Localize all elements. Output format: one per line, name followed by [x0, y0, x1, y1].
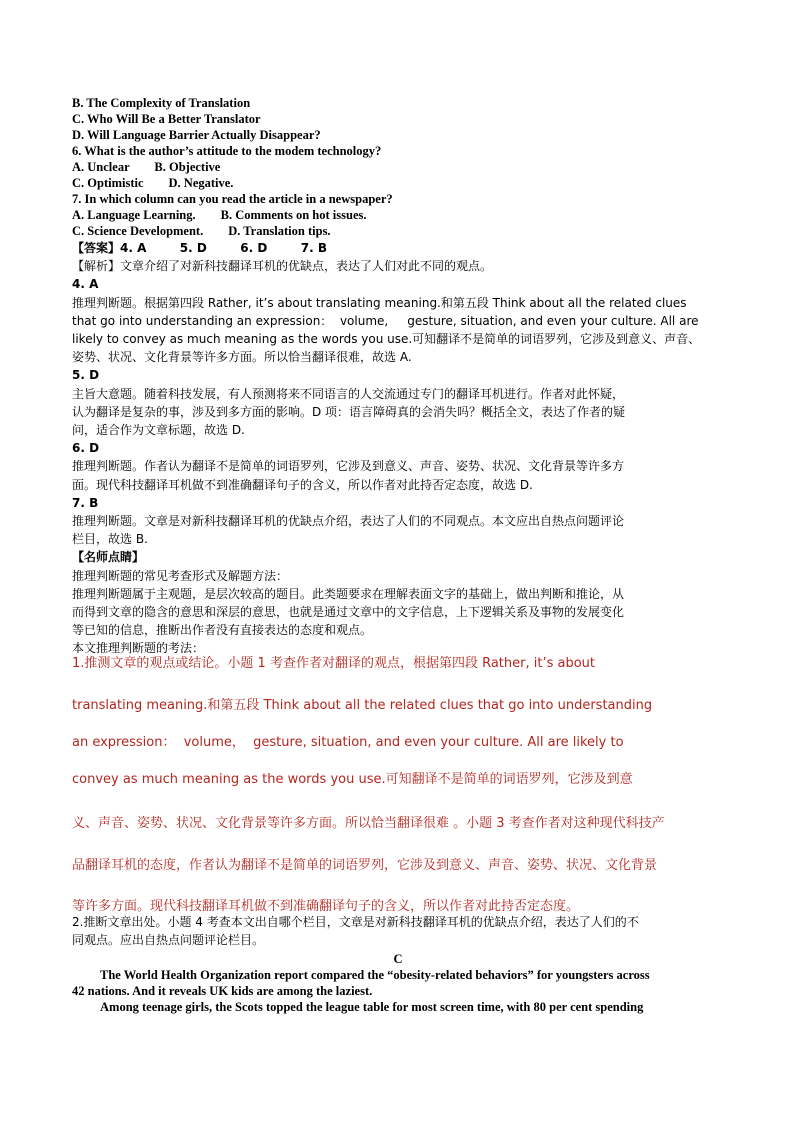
answer-4-line: that go into understanding an expression： volume, gesture, situation, and even your culture. All are — [72, 313, 699, 328]
answer-5-line: 认为翻译是复杂的事，涉及到多方面的影响。D 项：语言障碍真的会消失吗？概括全文，表达了作者的疑 — [72, 404, 626, 419]
red-note-line: 1.推测文章的观点或结论。小题 1 考查作者对翻译的观点，根据第四段 Rather, it’s about — [72, 656, 595, 671]
red-note-line: 义、声音、姿势、状况、文化背景等许多方面。所以恰当翻译很难 。小题 3 考查作者对这种现代科技产 — [72, 816, 665, 831]
section-c-heading: C — [393, 952, 403, 966]
question-7-options-1: A. Language Learning. B. Comments on hot issues. — [72, 208, 367, 222]
answer-4-label: 4. A — [72, 277, 99, 292]
option-b: B. The Complexity of Translation — [72, 96, 251, 110]
passage-c-line: The World Health Organization report compared the “obesity-related behaviors” for youngsters across — [100, 968, 650, 982]
question-6-options-2: C. Optimistic D. Negative. — [72, 176, 234, 190]
teacher-tips-line: 等已知的信息，推断出作者没有直接表达的态度和观点。 — [72, 623, 373, 638]
question-7-options-2: C. Science Development. D. Translation tips. — [72, 224, 331, 238]
answer-6-line: 面。现代科技翻译耳机做不到准确翻译句子的含义，所以作者对此持否定态度，故选 D. — [72, 477, 533, 492]
point-2-line: 同观点。应出自热点问题评论栏目。 — [72, 933, 265, 948]
point-2-block — [72, 913, 724, 949]
teacher-tips-line: 本文推理判断题的考法： — [72, 641, 205, 656]
option-d: D. Will Language Barrier Actually Disappear? — [72, 128, 321, 142]
analysis-line: 【解析】文章介绍了对新科技翻译耳机的优缺点，表达了人们对此不同的观点。 — [72, 259, 493, 274]
red-note-line: an expression： volume， gesture, situation, and even your culture. All are likely to — [72, 735, 624, 750]
teacher-tips-line: 推理判断题的常见考查形式及解题方法： — [72, 568, 289, 583]
answer-4-line: likely to convey as much meaning as the words you use.可知翻译不是简单的词语罗列，它涉及到意义、声音、 — [72, 332, 701, 347]
red-note-line: convey as much meaning as the words you use.可知翻译不是简单的词语罗列，它涉及到意 — [72, 772, 633, 787]
point-2-line: 2.推断文章出处。小题 4 考查本文出自哪个栏目，文章是对新科技翻译耳机的优缺点介绍，表达了人们的不 — [72, 915, 639, 929]
answer-6-label: 6. D — [72, 441, 100, 456]
passage-c-line: 42 nations. And it reveals UK kids are among the laziest. — [72, 984, 373, 998]
answer-7-line: 推理判断题。文章是对新科技翻译耳机的优缺点介绍，表达了人们的不同观点。本文应出自热点问题评论 — [72, 514, 625, 529]
passage-c — [72, 951, 724, 1015]
red-note-line: translating meaning.和第五段 Think about all the related clues that go into understanding — [72, 698, 653, 713]
answer-5-line: 主旨大意题。随着科技发展，有人预测将来不同语言的人交流通过专门的翻译耳机进行。作者对此怀疑， — [72, 386, 625, 401]
red-note-line: 等许多方面。现代科技翻译耳机做不到准确翻译句子的含义，所以作者对此持否定态度。 — [72, 899, 580, 914]
answer-4-line: 推理判断题。根据第四段 Rather, it’s about translating meaning.和第五段 Think about all the related clues — [72, 295, 687, 310]
answer-4-line: 姿势、状况、文化背景等许多方面。所以恰当翻译很难，故选 A. — [72, 350, 412, 365]
red-note-line: 品翻译耳机的态度，作者认为翻译不是简单的词语罗列，它涉及到意义、声音、姿势、状况、文化背景 — [72, 858, 658, 873]
question-6-options-1: A. Unclear B. Objective — [72, 160, 221, 174]
teacher-tips-line: 而得到文章的隐含的意思和深层的意思，也就是通过文章中的文字信息，上下逻辑关系及事物的发展变化 — [72, 605, 625, 620]
answer-6-line: 推理判断题。作者认为翻译不是简单的词语罗列，它涉及到意义、声音、姿势、状况、文化背景等许多方 — [72, 459, 625, 474]
answer-block — [72, 239, 724, 658]
answer-7-line: 栏目，故选 B. — [72, 532, 148, 547]
question-7-stem: 7. In which column can you read the article in a newspaper? — [72, 192, 393, 206]
question-6-stem: 6. What is the author’s attitude to the modem technology? — [72, 144, 382, 158]
passage-c-line: Among teenage girls, the Scots topped the league table for most screen time, with 80 per cent spending — [100, 1000, 644, 1014]
answer-5-label: 5. D — [72, 368, 100, 383]
teacher-tips-line: 推理判断题属于主观题，是层次较高的题目。此类题要求在理解表面文字的基础上，做出判断和推论，从 — [72, 586, 625, 601]
teacher-tips-heading: 【名师点睛】 — [72, 550, 145, 565]
question-block-top — [72, 95, 724, 239]
answer-5-line: 问，适合作为文章标题，故选 D. — [72, 423, 245, 438]
option-c: C. Who Will Be a Better Translator — [72, 112, 261, 126]
answer-7-label: 7. B — [72, 495, 99, 510]
answer-line: 【答案】4. A 5. D 6. D 7. B — [72, 241, 327, 255]
